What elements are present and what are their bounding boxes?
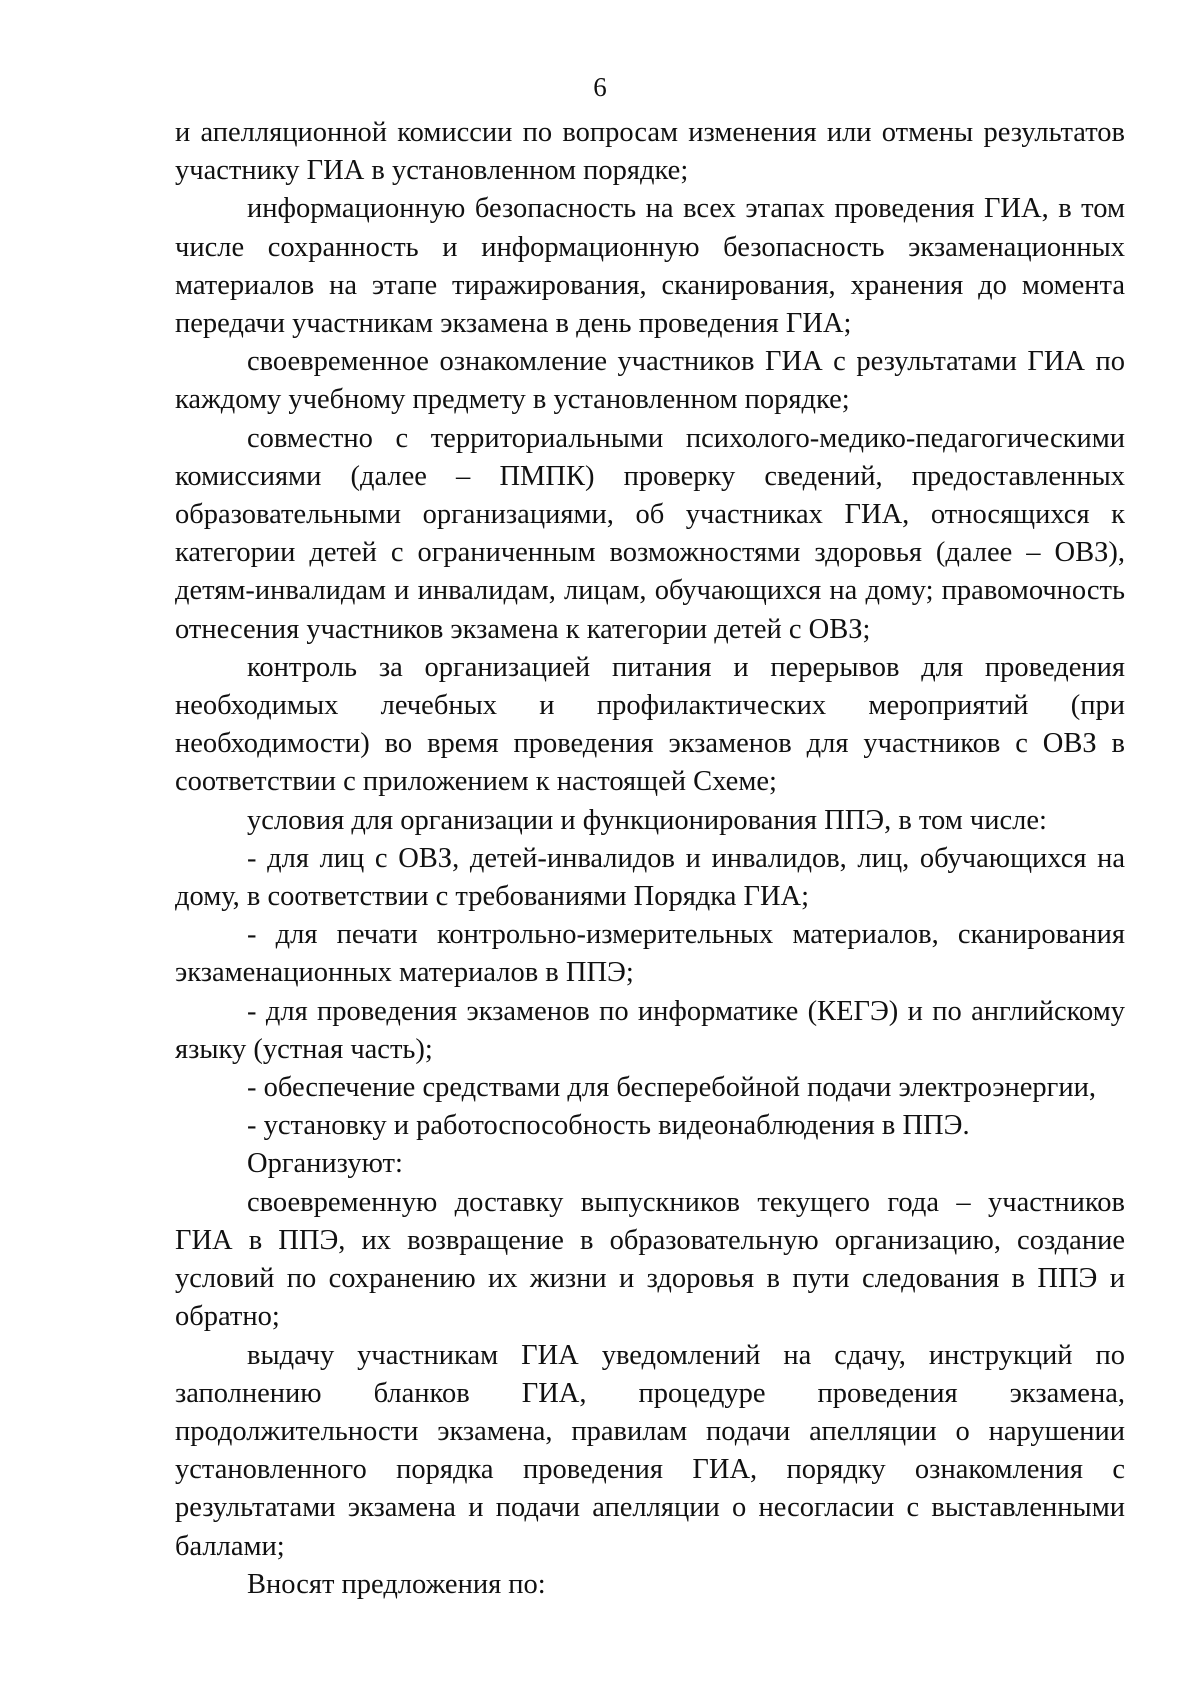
paragraph-organize-heading: Организуют:: [247, 1148, 403, 1180]
paragraph-pmpk-verification: совместно с территориальными психолого-медико-педагогическими комиссиями (далее – ПМПК) проверку сведений, предоставленных образовательными организациями, об участниках ГИА, относящихся к категории детей с ограниченным возможностями здоровья (далее – ОВЗ), детям-инвалидам и инвалидам, лицам, обучающихся на дому; правомочность отнесения участников экзамена к категории детей с ОВЗ;: [175, 422, 1125, 645]
page-number: 6: [593, 72, 607, 102]
list-item-video-surveillance: - установку и работоспособность видеонаблюдения в ППЭ.: [247, 1110, 970, 1142]
paragraph-notifications-issue: выдачу участникам ГИА уведомлений на сдачу, инструкций по заполнению бланков ГИА, процедуре проведения экзамена, продолжительности экзамена, правилам подачи апелляции о нарушении установленного порядка проведения ГИА, порядку ознакомления с результатами экзамена и подачи апелляции о несогласии с выставленными баллами;: [175, 1339, 1125, 1562]
paragraph-nutrition-control: контроль за организацией питания и перерывов для проведения необходимых лечебных и профилактических мероприятий (при необходимости) во время проведения экзаменов для участников с ОВЗ в соответствии с приложением к настоящей Схеме;: [175, 651, 1125, 798]
list-item-informatics-english: - для проведения экзаменов по информатике (КЕГЭ) и по английскому языку (устная часть);: [175, 995, 1125, 1065]
paragraph-proposals-heading: Вносят предложения по:: [247, 1568, 546, 1600]
paragraph-results-familiarization: своевременное ознакомление участников ГИА с результатами ГИА по каждому учебному предмету в установленном порядке;: [175, 346, 1125, 416]
paragraph-information-security: информационную безопасность на всех этапах проведения ГИА, в том числе сохранность и информационную безопасность экзаменационных материалов на этапе тиражирования, сканирования, хранения до момента передачи участникам экзамена в день проведения ГИА;: [175, 193, 1125, 340]
paragraph-graduate-delivery: своевременную доставку выпускников текущего года – участников ГИА в ППЭ, их возвращение в образовательную организацию, создание условий по сохранению их жизни и здоровья в пути следования в ППЭ и обратно;: [175, 1186, 1125, 1333]
paragraph-appeal-commission: и апелляционной комиссии по вопросам изменения или отмены результатов участнику ГИА в установленном порядке;: [175, 117, 1125, 187]
paragraph-ppe-conditions: условия для организации и функционирования ППЭ, в том числе:: [247, 804, 1047, 836]
document-body: [175, 114, 1125, 1604]
list-item-kim-printing: - для печати контрольно-измерительных материалов, сканирования экзаменационных материалов в ППЭ;: [175, 919, 1125, 989]
list-item-ovz-conditions: - для лиц с ОВЗ, детей-инвалидов и инвалидов, лиц, обучающихся на дому, в соответствии с требованиями Порядка ГИА;: [175, 842, 1125, 913]
list-item-power-supply: - обеспечение средствами для бесперебойной подачи электроэнергии,: [247, 1072, 1096, 1104]
